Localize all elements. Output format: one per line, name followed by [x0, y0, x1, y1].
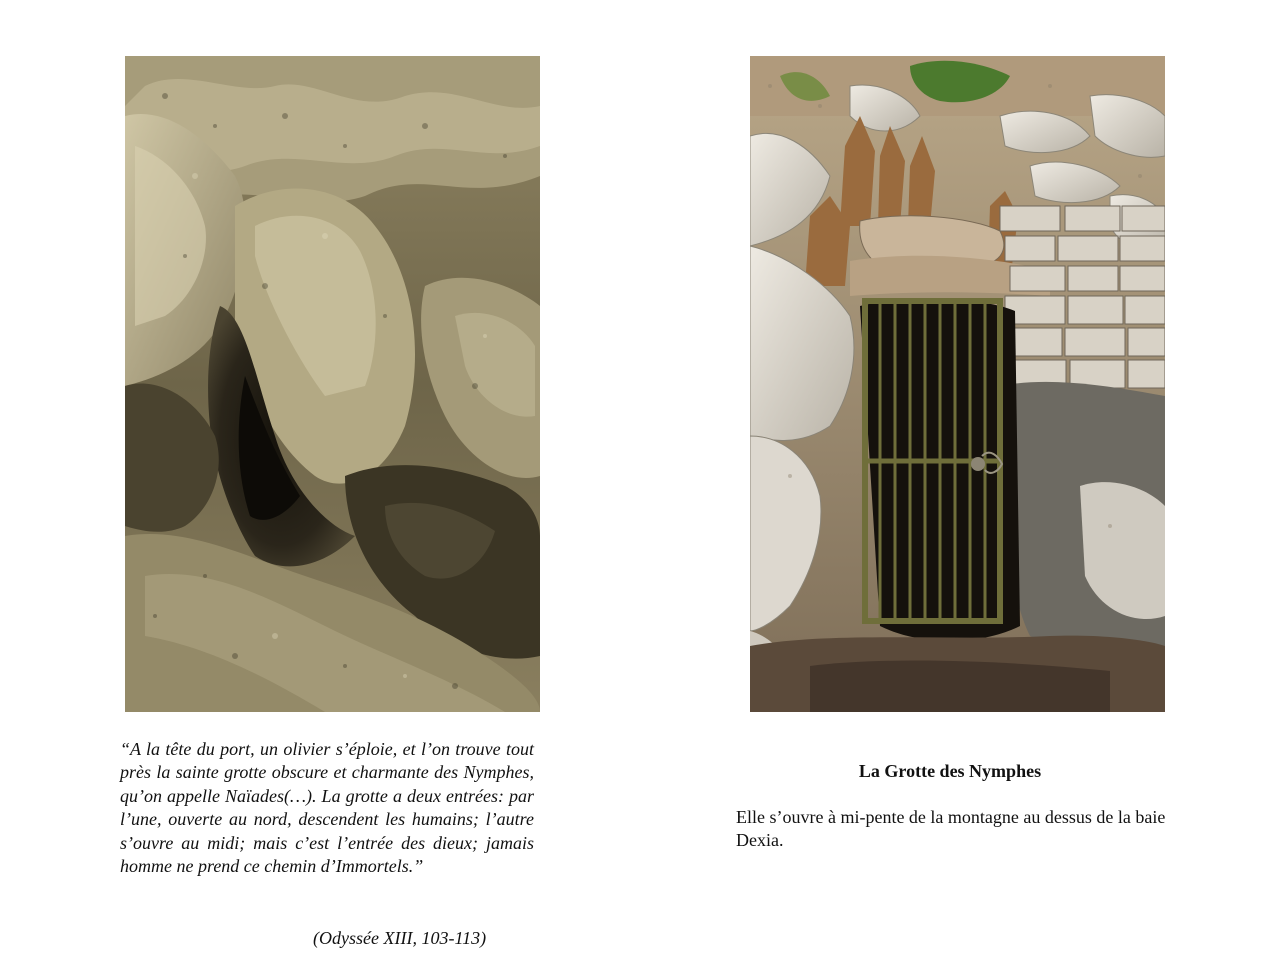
caption-text: Elle s’ouvre à mi-pente de la montagne au dessus de la baie Dexia. — [736, 807, 1166, 850]
cave-entrance-photo-sepia — [125, 56, 540, 712]
odyssey-quote: “A la tête du port, un olivier s’éploie, et l’on trouve tout près la sainte grotte obscure et charmante des Nymphes, qu’on appelle Naïades(…). La grotte a deux entrées: par l’une, ouverte au nord, descendent les humains; l’autre s’ouvre au midi; mais c’est l’entrée des dieux; jamais homme ne prend ce chemin d’Immortels.” — [120, 739, 534, 877]
quote-citation: (Odyssée XIII, 103-113) — [313, 928, 487, 948]
gated-cave-photo — [750, 56, 1165, 712]
right-page — [640, 0, 1280, 960]
page-title: La Grotte des Nymphes — [858, 761, 1042, 781]
